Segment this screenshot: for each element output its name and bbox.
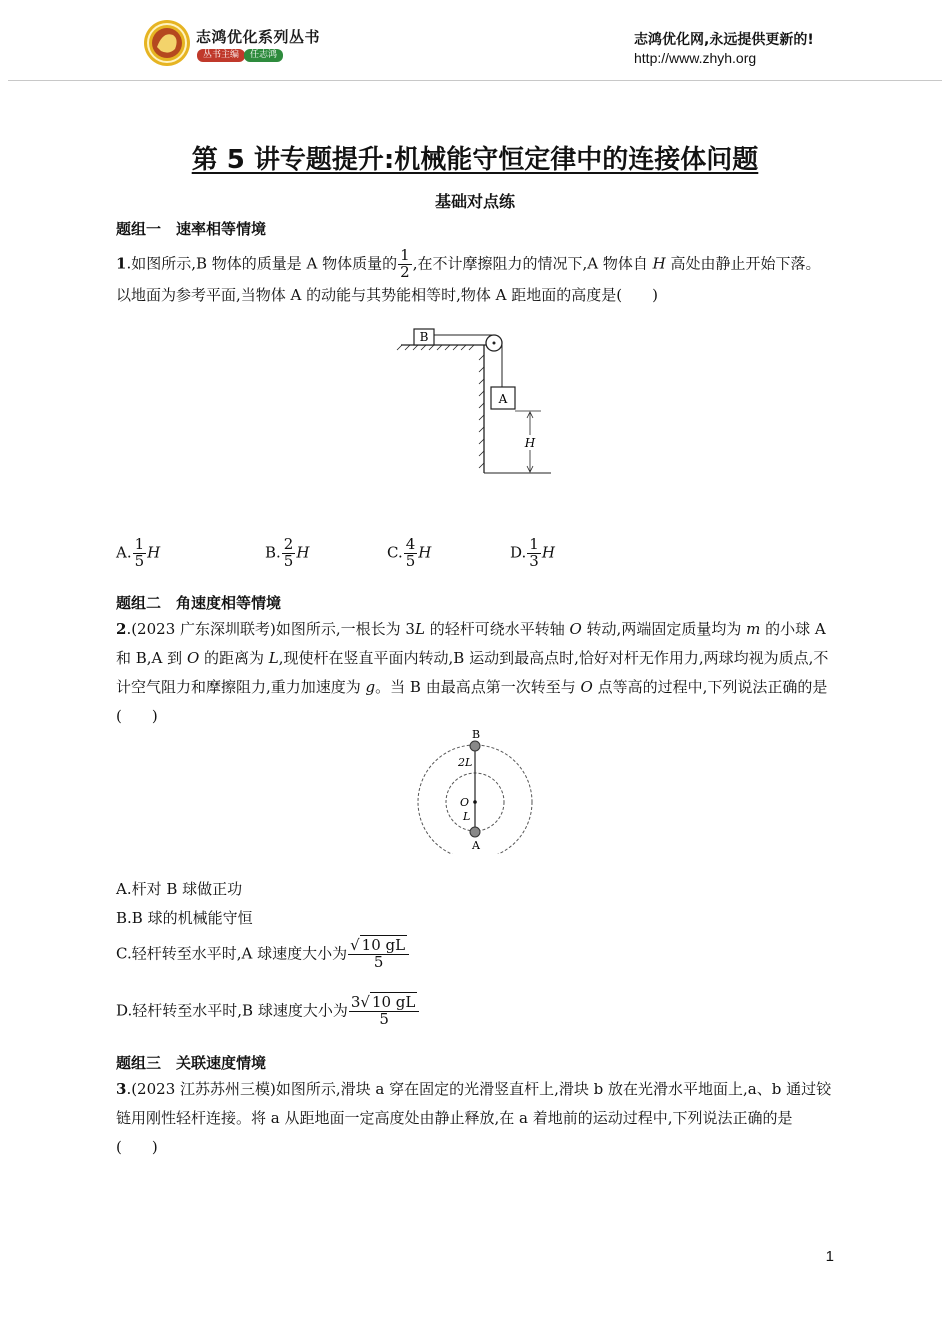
q2-option-b[interactable]: B.B 球的机械能守恒 <box>116 909 253 927</box>
q2-option-d[interactable]: D.轻杆转至水平时,B 球速度大小为 $\frac{3√ 10 gL}{5}$ <box>116 995 420 1028</box>
pulley-figure <box>396 325 556 477</box>
group-heading-3: 题组三 关联速度情境 <box>116 1054 267 1072</box>
q1-option-d[interactable]: D. $\frac{1}{3}$ H <box>510 535 555 570</box>
label-h: H <box>524 436 536 450</box>
q1-option-c[interactable]: C. $\frac{4}{5}$ H <box>387 535 432 570</box>
label-b: B <box>471 728 481 741</box>
fraction: $\frac{1}{2}$ <box>400 246 410 281</box>
q2-option-c[interactable]: C.轻杆转至水平时,A 球速度大小为 $\frac{√ 10 gL}{5}$ <box>116 938 410 971</box>
q1-option-b[interactable]: B. $\frac{2}{5}$ H <box>265 535 310 570</box>
q2-option-a[interactable]: A.杆对 B 球做正功 <box>116 880 243 898</box>
ball-a <box>470 827 480 837</box>
section-subtitle: 基础对点练 <box>434 192 515 211</box>
label-b: B <box>419 330 429 344</box>
label-a: A <box>498 392 508 406</box>
site-url[interactable]: http://www.zhyh.org <box>634 50 757 66</box>
group-heading-1: 题组一 速率相等情境 <box>116 220 267 238</box>
tag-editor: 丛书主编 <box>197 49 245 62</box>
rotating-rod-figure <box>410 726 540 854</box>
page-title: 第 5 讲专题提升:机械能守恒定律中的连接体问题 <box>191 145 759 175</box>
question-2: 2.(2023 广东深圳联考)如图所示,一根长为 3L 的轻杆可绕水平转轴 O 转动,两端固定质量均为 m 的小球 A 和 B,A 到 O 的距离为 L,现使杆在竖直平面内转动,B 运动到最高点时,恰好对杆无作用力,两球均视为质点,不计空气阻力和摩擦阻力,重力加速度为 g。当 B 由最高点第一次转至与 O 点等高的过程中,下列说法正确的是( ) <box>116 620 829 725</box>
tag-editor-name: 任志鸿 <box>244 49 283 62</box>
question-3: 3.(2023 江苏苏州三模)如图所示,滑块 a 穿在固定的光滑竖直杆上,滑块 b 放在光滑水平地面上,a、b 通过铰链用刚性轻杆连接。将 a 从距地面一定高度处由静止释放,在 a 着地前的运动过程中,下列说法正确的是( ) <box>116 1080 832 1156</box>
label-a: A <box>472 839 480 852</box>
ball-b <box>470 741 480 751</box>
q1-option-a[interactable]: A. $\frac{1}{5}$ H <box>116 535 161 570</box>
label-2l: 2L <box>458 756 473 769</box>
label-l: L <box>463 810 471 823</box>
question-1: 1.如图所示,B 物体的质量是 A 物体质量的 $\frac{1}{2}$ ,在不计摩擦阻力的情况下,A 物体自 H 高处由静止开始下落。以地面为参考平面,当物体 A 的动能与其势能相等时,物体 A 距地面的高度是( ) <box>116 246 821 304</box>
header-divider <box>8 80 942 81</box>
label-o: O <box>460 796 470 809</box>
page-number: 1 <box>825 1248 834 1265</box>
site-slogan: 志鸿优化网,永远提供更新的! <box>634 32 814 48</box>
zhihong-logo-icon <box>143 19 191 67</box>
series-name: 志鸿优化系列丛书 <box>196 28 321 46</box>
group-heading-2: 题组二 角速度相等情境 <box>116 594 282 612</box>
